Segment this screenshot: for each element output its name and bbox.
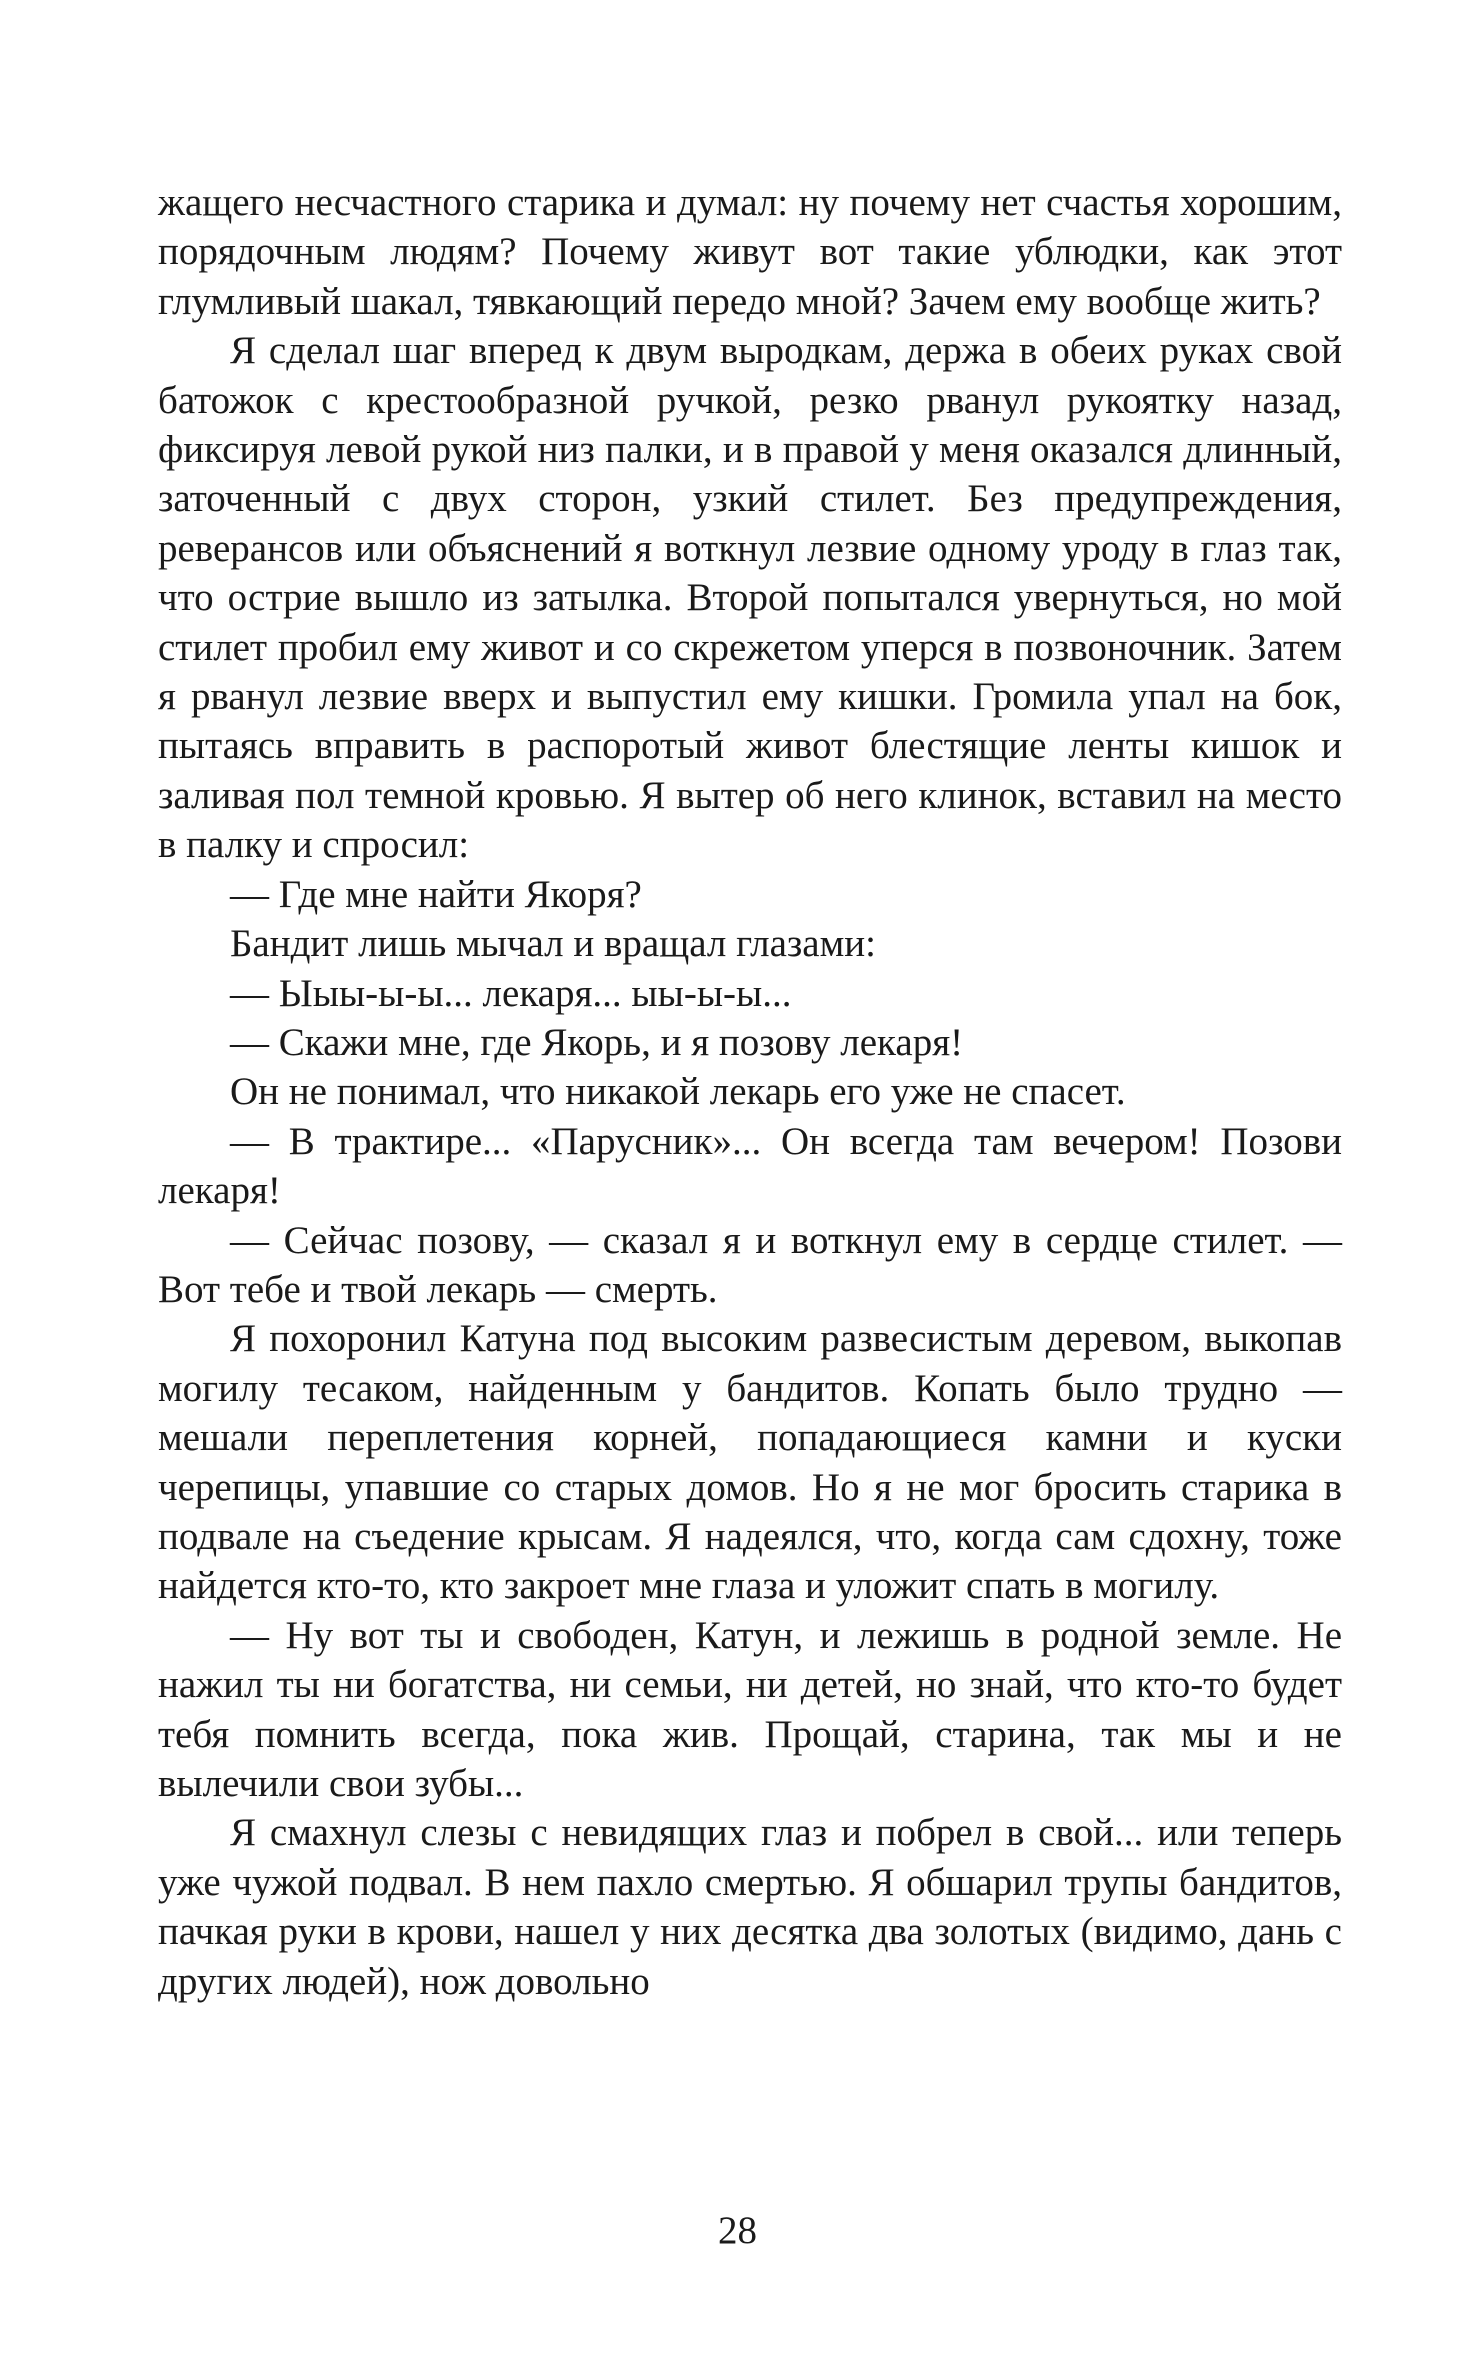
- dialogue-line: — Скажи мне, где Якорь, и я позову лекаря!: [230, 1020, 964, 1064]
- paragraph: Я смахнул слезы с невидящих глаз и побрел в свой... или теперь уже чужой подвал. В нем пахло смертью. Я обшарил трупы бандитов, пачкая руки в крови, нашел у них десятка два золотых (видимо, дань с других людей), нож довольно: [158, 1811, 1342, 2003]
- page-number: 28: [718, 2209, 757, 2252]
- paragraph: Я сделал шаг вперед к двум выродкам, держа в обеих руках свой батожок с крестообразной ручкой, резко рванул рукоятку назад, фиксируя левой рукой низ палки, и в правой у меня оказался длинный, заточенный с двух сторон, узкий стилет. Без предупреждения, реверансов или объяснений я воткнул лезвие одному уроду в глаз так, что острие вышло из затылка. Второй попытался увернуться, но мой стилет пробил ему живот и со скрежетом уперся в позвоночник. Затем я рванул лезвие вверх и выпустил ему кишки. Громила упал на бок, пытаясь вправить в распоротый живот блестящие ленты кишок и заливая пол темной кровью. Я вытер об него клинок, вставил на место в палку и спросил:: [158, 329, 1342, 867]
- body-text: [158, 178, 1342, 2006]
- dialogue-line: — Ыыы-ы-ы... лекаря... ыы-ы-ы...: [230, 971, 792, 1015]
- dialogue-line: — Сейчас позову, — сказал я и воткнул ему в сердце стилет. — Вот тебе и твой лекарь — смерть.: [158, 1218, 1342, 1311]
- dialogue-line: — Где мне найти Якоря?: [230, 872, 642, 916]
- dialogue-line: — Ну вот ты и свободен, Катун, и лежишь в родной земле. Не нажил ты ни богатства, ни семьи, ни детей, но знай, что кто-то будет тебя помнить всегда, пока жив. Прощай, старина, так мы и не вылечили свои зубы...: [158, 1613, 1342, 1805]
- paragraph: Я похоронил Катуна под высоким развесистым деревом, выкопав могилу тесаком, найденным у бандитов. Копать было трудно — мешали переплетения корней, попадающиеся камни и куски черепицы, упавшие со старых домов. Но я не мог бросить старика в подвале на съедение крысам. Я надеялся, что, когда сам сдохну, тоже найдется кто-то, кто закроет мне глаза и уложит спать в могилу.: [158, 1317, 1342, 1608]
- book-page: [158, 178, 1342, 2006]
- paragraph-continuation: жащего несчастного старика и думал: ну почему нет счастья хорошим, порядочным людям? Почему живут вот такие ублюдки, как этот глумливый шакал, тявкающий передо мной? Зачем ему вообще жить?: [158, 181, 1342, 323]
- dialogue-line: — В трактире... «Парусник»... Он всегда там вечером! Позови лекаря!: [158, 1119, 1342, 1213]
- paragraph: Он не понимал, что никакой лекарь его уже не спасет.: [230, 1070, 1126, 1114]
- paragraph: Бандит лишь мычал и вращал глазами:: [230, 922, 876, 966]
